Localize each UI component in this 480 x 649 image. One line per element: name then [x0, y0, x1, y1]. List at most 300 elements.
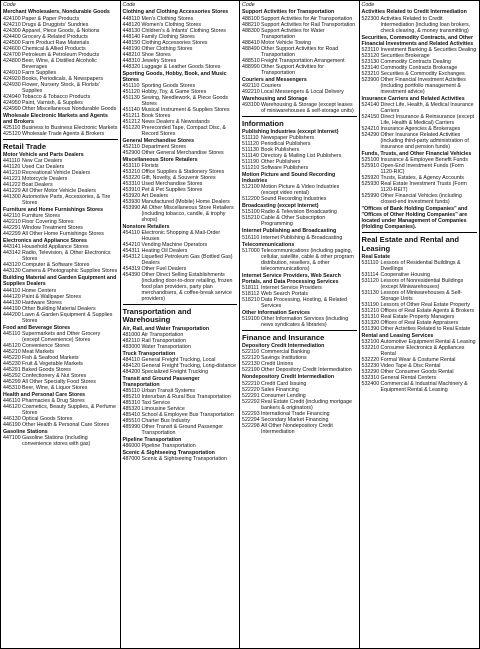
code-row — [123, 424, 238, 436]
industry-description: Women's Clothing Stores — [141, 21, 201, 28]
naics-code: 448190 — [122, 45, 141, 52]
industry-description: Insurance & Employee Benefit Funds — [380, 156, 468, 163]
naics-code: 511210 — [242, 165, 260, 172]
code-row — [123, 456, 238, 462]
naics-code: 424930 — [3, 81, 21, 88]
naics-code: 454319 — [122, 265, 141, 272]
subsection-heading: Wholesale Electronic Markets and Agents and Brokers — [3, 112, 108, 125]
industry-description: Cooperative Housing — [380, 272, 430, 279]
industry-description: Clothing Accessories Stores — [141, 39, 208, 46]
naics-code: 454312 — [122, 253, 141, 260]
industry-description: Sporting Goods Stores — [141, 82, 196, 89]
section — [123, 2, 238, 302]
naics-code: 531120 — [361, 278, 379, 285]
naics-code: 525100 — [361, 156, 380, 163]
industry-description: Sound Recording Industries — [261, 196, 327, 203]
industry-description: New Car Dealers — [22, 158, 63, 165]
subsection-heading: Nonstore Retailers — [122, 223, 170, 230]
industry-description: Other Miscellaneous Nondurable Goods — [22, 105, 117, 112]
subsection-heading: Transit and Ground Passenger Transportation — [122, 375, 200, 389]
naics-code: 485410 — [122, 412, 141, 419]
code-row — [123, 125, 238, 137]
column — [121, 1, 241, 648]
industry-description: Radio, Television, & Other Electronics Stores — [22, 250, 111, 263]
industry-description: Formal Wear & Costume Rental — [380, 357, 456, 364]
industry-description: Family Clothing Stores — [141, 33, 195, 40]
industry-description: Art Dealers — [141, 192, 168, 199]
naics-code: 424100 — [3, 15, 21, 22]
naics-code: 451120 — [122, 88, 140, 95]
naics-code: 522110 — [242, 349, 260, 356]
industry-description: Pipeline Transportation — [141, 443, 196, 450]
naics-code: 424500 — [3, 39, 21, 46]
subsection-heading: Publishing Industries (except Internet) — [242, 129, 339, 136]
code-row — [362, 163, 478, 175]
industry-description: Prerecorded Tape, Compact Disc, & Record Stores — [141, 124, 226, 137]
naics-code: 453990 — [122, 204, 141, 211]
industry-description: Luggage & Leather Goods Stores — [141, 63, 221, 70]
industry-description: Radio & Television Broadcasting — [261, 209, 337, 216]
naics-code: 453930 — [122, 198, 141, 205]
naics-code: 425110 — [3, 124, 21, 131]
code-row — [242, 399, 357, 411]
industry-description: Other Depository Credit Intermediation — [261, 367, 352, 374]
naics-code: 511190 — [242, 159, 259, 166]
industry-description: Telecommunications (including paging, cellular, satellite, cable & other program distribution, resellers, & other telecommunications) — [261, 247, 354, 272]
industry-description: Other Publishers — [261, 159, 301, 166]
naics-code: 488990 — [242, 63, 260, 70]
code-row — [362, 326, 478, 332]
code-row — [123, 95, 238, 107]
naics-code: 531210 — [361, 308, 380, 315]
code-row — [362, 77, 478, 95]
industry-description: Lawn & Garden Equipment & Supplies Stores — [22, 311, 113, 324]
subsection-heading: Truck Transportation — [122, 350, 176, 357]
naics-code: 531114 — [361, 272, 379, 279]
subsection-heading: Furniture and Home Furnishings Stores — [3, 207, 104, 214]
industry-description: Liquefied Petroleum Gas (Bottled Gas) Dealers — [141, 253, 233, 266]
industry-description: Fruit & Vegetable Markets — [22, 360, 83, 367]
naics-code: 445210 — [3, 348, 21, 355]
industry-description: Men's Clothing Stores — [141, 15, 194, 22]
code-row — [123, 64, 238, 70]
naics-code: 484200 — [122, 368, 141, 375]
industry-description: Drugs & Druggists' Sundries — [22, 21, 89, 28]
naics-code: 445220 — [3, 354, 21, 361]
code-row — [242, 423, 357, 435]
code-row — [362, 260, 478, 272]
column-header-label: Code — [361, 2, 375, 8]
industry-description: Window Treatment Stores — [22, 225, 83, 232]
naics-code: 532100 — [361, 339, 380, 346]
industry-description: General Rental Centers — [380, 375, 437, 382]
naics-code: 444190 — [3, 305, 21, 312]
industry-description: Investment Banking & Securities Dealing — [380, 46, 477, 53]
naics-code: 451110 — [122, 82, 140, 89]
naics-code: 443141 — [3, 244, 21, 251]
industry-description: Paint & Wallpaper Stores — [22, 293, 81, 300]
industry-description: All Other Home Furnishings Stores — [22, 231, 104, 238]
naics-code: 517000 — [242, 247, 260, 254]
industry-description: Local Messengers & Local Delivery — [261, 88, 344, 95]
industry-description: Confectionery & Nut Stores — [22, 372, 87, 379]
naics-code: 515100 — [242, 209, 260, 216]
industry-description: Other Insurance Related Activities (including third-party administration of insurance and pension funds) — [380, 131, 469, 150]
industry-description: Shoe Stores — [141, 51, 171, 58]
industry-description: Other Support Activities for Road Transportation — [261, 45, 339, 58]
industry-description: Paint, Varnish, & Supplies — [22, 99, 83, 106]
industry-description: News Dealers & Newsstands — [141, 118, 210, 125]
naics-code: 511140 — [242, 153, 259, 160]
naics-code: 518111 — [242, 284, 259, 291]
naics-code: 444200 — [3, 311, 21, 318]
subsection-heading: Air, Rail, and Water Transportation — [122, 325, 210, 332]
naics-code: 522130 — [242, 361, 260, 368]
industry-description: Direct Insurance & Reinsurance (except Life, Health & Medical) Carriers — [380, 113, 475, 126]
naics-code: 488490 — [242, 45, 260, 52]
subsection-heading: Support Activities for Transportation — [242, 9, 335, 16]
naics-code: 448210 — [122, 51, 141, 58]
industry-description: Automotive Parts, Accessories, & Tire Stores — [22, 194, 111, 207]
naics-code: 524210 — [361, 125, 380, 132]
industry-description: Commodity Contracts Brokerage — [380, 64, 458, 71]
naics-code: 445120 — [3, 342, 21, 349]
industry-description: Wholesale Trade Agents & Brokers — [22, 130, 105, 137]
industry-description: Data Processing, Hosting, & Related Services — [261, 296, 347, 309]
code-row — [3, 194, 118, 206]
code-row — [242, 367, 357, 373]
naics-code: 445110 — [3, 330, 21, 337]
naics-code: 443142 — [3, 250, 21, 257]
industry-description: Securities & Commodity Exchanges — [380, 70, 465, 77]
code-row — [3, 250, 118, 262]
industry-description: Other Financial Vehicles (including closed-end investment funds) — [380, 192, 462, 205]
section-title: Real Estate and Rental and Leasing — [361, 235, 459, 253]
code-row — [242, 64, 357, 76]
subsection-heading: Couriers and Messengers — [242, 76, 307, 83]
naics-code: 523130 — [361, 58, 380, 65]
code-row — [362, 102, 478, 114]
industry-description: Web Search Portals — [261, 290, 309, 297]
naics-code: 446190 — [3, 421, 21, 428]
industry-description: Trusts, Estates, & Agency Accounts — [380, 174, 464, 181]
naics-code: 424920 — [3, 75, 21, 82]
naics-code: 525990 — [361, 192, 380, 199]
industry-description: All Other Specialty Food Stores — [22, 378, 96, 385]
naics-code: 424600 — [3, 45, 21, 52]
code-row — [242, 46, 357, 58]
code-row — [3, 82, 118, 94]
naics-code: 531130 — [361, 290, 379, 297]
code-row — [242, 297, 357, 309]
industry-description: Children's & Infants' Clothing Stores — [141, 27, 226, 34]
subsection-heading: Miscellaneous Store Retailers — [122, 156, 198, 163]
industry-description: Credit Unions — [261, 361, 294, 368]
naics-code: 424700 — [3, 51, 21, 58]
subsection-heading: General Merchandise Stores — [122, 137, 195, 144]
industry-description: School & Employee Bus Transportation — [141, 412, 234, 419]
industry-description: All Other Miscellaneous Store Retailers (including tobacco, candle, & trophy shops) — [141, 204, 234, 223]
code-row — [3, 385, 118, 391]
naics-code: 454210 — [122, 241, 141, 248]
industry-description: Warehousing & Storage (except leases of miniwarehouses & self-storage units) — [261, 101, 354, 114]
industry-description: Book Publishers — [261, 147, 300, 154]
industry-description: Lessors of Miniwarehouses & Self-Storage Units — [380, 290, 463, 303]
code-row — [3, 331, 118, 343]
naics-code: 442299 — [3, 231, 21, 238]
industry-description: Other Transit & Ground Passenger Transportation — [141, 424, 224, 437]
naics-code: 451212 — [122, 118, 141, 125]
subsection-heading: Warehousing and Storage — [242, 95, 308, 102]
industry-description: Jewelry Stores — [141, 57, 177, 64]
subsection-heading: Motion Picture and Sound Recording Industries — [242, 172, 336, 185]
naics-code: 446110 — [3, 397, 21, 404]
industry-description: Furniture Stores — [22, 213, 60, 220]
naics-code: 482110 — [122, 337, 140, 344]
industry-description: Taxi Service — [141, 400, 171, 407]
code-row — [242, 316, 357, 328]
industry-description: All Other Nondepository Credit Intermediation — [261, 422, 333, 435]
industry-description: Internet Service Providers — [261, 284, 322, 291]
naics-code: 484120 — [122, 362, 141, 369]
industry-description: Savings Institutions — [261, 355, 307, 362]
column — [360, 1, 480, 648]
naics-code: 523120 — [361, 52, 380, 59]
industry-description: Hobby, Toy, & Game Stores — [141, 88, 207, 95]
industry-description: International Trade Financing — [261, 410, 330, 417]
industry-description: Real Estate Investment Trusts (Form 1120-REIT) — [380, 180, 467, 193]
industry-description: Commercial Banking — [261, 349, 310, 356]
naics-code: 522298 — [242, 422, 260, 429]
naics-code: 532220 — [361, 357, 380, 364]
section-title: Finance and Insurance — [242, 332, 325, 342]
naics-code: 486000 — [122, 443, 141, 450]
industry-description: Grocery & Related Products — [22, 33, 88, 40]
naics-code: 484110 — [122, 356, 140, 363]
naics-code: 453210 — [122, 168, 141, 175]
industry-description: Open-End Investment Funds (Form 1120-RIC) — [380, 162, 464, 175]
subsection-heading: Internet Publishing and Broadcasting — [242, 228, 337, 235]
industry-description: Optical Goods Stores — [22, 415, 73, 422]
naics-code: 524290 — [361, 131, 380, 138]
industry-description: Cable & Other Subscription Programming — [261, 215, 326, 228]
industry-description: Paper & Paper Products — [22, 15, 80, 22]
naics-code: 453310 — [122, 180, 141, 187]
code-row — [362, 345, 478, 357]
industry-description: Business to Business Electronic Markets — [22, 124, 118, 131]
industry-description: Credit Card Issuing — [261, 380, 307, 387]
industry-description: Household Appliance Stores — [22, 244, 89, 251]
naics-code: 511120 — [242, 141, 259, 148]
naics-code: 522293 — [242, 410, 260, 417]
subsection-heading: Motor Vehicle and Parts Dealers — [3, 152, 84, 159]
industry-description: Hardware Stores — [22, 299, 62, 306]
industry-description: Recreational Vehicle Dealers — [22, 170, 91, 177]
industry-description: Other Activities Related to Real Estate — [380, 326, 471, 333]
subsection-heading: Depository Credit Intermediation — [242, 343, 325, 350]
naics-code: 448120 — [122, 21, 141, 28]
code-row — [362, 16, 478, 34]
naics-code: 424400 — [3, 33, 21, 40]
industry-description: General Freight Trucking, Long-distance — [141, 362, 237, 369]
industry-description: Commercial & Industrial Machinery & Equipment Rental & Leasing — [380, 381, 468, 394]
naics-code: 531310 — [361, 314, 380, 321]
naics-code: 532230 — [361, 363, 380, 370]
naics-code: 451220 — [122, 124, 141, 131]
industry-description: Gift, Novelty, & Souvenir Stores — [141, 174, 216, 181]
naics-code: 445292 — [3, 372, 21, 379]
industry-description: Water Transportation — [141, 343, 191, 350]
code-row — [242, 215, 357, 227]
code-row — [242, 89, 357, 95]
subsection-heading: Sporting Goods, Hobby, Book, and Music Stores — [122, 70, 227, 83]
industry-description: Supermarkets and Other Grocery (except Convenience) Stores — [22, 330, 101, 343]
industry-description: Book Stores — [141, 112, 171, 119]
industry-description: Limousine Service — [141, 406, 185, 413]
naics-code: 532310 — [361, 375, 380, 382]
code-row — [3, 58, 118, 70]
subsection-heading: Activities Related to Credit Intermediation — [361, 9, 467, 16]
subsection-heading: Securities, Commodity Contracts, and Other Financial Investments and Related Activities — [361, 34, 474, 47]
industry-description: Boat Dealers — [22, 182, 53, 189]
industry-description: Electronic Shopping & Mail-Order Houses — [141, 229, 221, 242]
subsection-heading: Telecommunications — [242, 241, 295, 248]
column — [1, 1, 121, 648]
subsection-heading: Insurance Carriers and Related Activities — [361, 95, 465, 102]
code-row — [242, 235, 357, 241]
subsection-heading: Rental and Leasing Services — [361, 333, 434, 340]
naics-code: 448140 — [122, 33, 141, 40]
subsection-heading: Gasoline Stations — [3, 428, 48, 435]
naics-code: 522210 — [242, 380, 260, 387]
industry-description: Other Fuel Dealers — [141, 265, 187, 272]
naics-code: 448320 — [122, 63, 141, 70]
section — [362, 2, 478, 230]
industry-description: Support Activities for Rail Transportation — [261, 21, 356, 28]
naics-code: 492210 — [242, 88, 260, 95]
code-row — [242, 28, 357, 40]
naics-code: 515210 — [242, 215, 260, 222]
naics-code: 522120 — [242, 355, 260, 362]
naics-code: 524150 — [361, 113, 380, 120]
industry-description: Consumer Lending — [261, 392, 306, 399]
column-header-label: Code — [3, 2, 16, 8]
naics-code: 447100 — [3, 434, 21, 441]
naics-code: 485990 — [122, 424, 141, 431]
code-row — [242, 248, 357, 272]
naics-code: 453220 — [122, 174, 141, 181]
code-row — [242, 196, 357, 202]
subsection-heading: Electronics and Appliance Stores — [3, 238, 87, 245]
subsection-heading: Merchant Wholesalers, Nondurable Goods — [3, 9, 110, 16]
code-row — [362, 193, 478, 205]
industry-description: Video Tape & Disc Rental — [380, 363, 441, 370]
naics-code: 532400 — [361, 381, 380, 388]
code-row — [242, 165, 357, 171]
naics-code: 519100 — [242, 315, 260, 322]
naics-code: 444130 — [3, 299, 21, 306]
industry-description: Internet Publishing & Broadcasting — [261, 234, 343, 241]
industry-description: Newspaper Publishers — [261, 135, 314, 142]
subsection-heading: Building Material and Garden Equipment and Supplies Dealers — [3, 275, 117, 288]
code-row — [3, 404, 118, 416]
industry-description: Other Direct Selling Establishments (including door-to-door retailing, frozen food plan providers, party plan merchandisers, & coffee-break service providers) — [141, 271, 233, 302]
industry-description: Home Centers — [22, 287, 57, 294]
naics-code: 451140 — [122, 106, 140, 113]
industry-description: Activities Related to Credit Intermediation (including loan brokers, check clearing, & money transmitting) — [380, 15, 471, 34]
naics-code: 441229 — [3, 188, 21, 195]
industry-description: Used Car Dealers — [22, 164, 65, 171]
naics-code: 522190 — [242, 367, 260, 374]
industry-description: Air Transportation — [141, 331, 184, 338]
naics-code: 424990 — [3, 105, 21, 112]
industry-description: Other Clothing Stores — [141, 45, 193, 52]
industry-description: Office Supplies & Stationery Stores — [141, 168, 225, 175]
industry-description: Pharmacies & Drug Stores — [22, 397, 85, 404]
industry-description: Real Estate Credit (including mortgage bankers & originators) — [261, 398, 352, 411]
naics-code: 493100 — [242, 101, 260, 108]
industry-description: Meat Markets — [22, 348, 55, 355]
naics-code: 531320 — [361, 320, 380, 327]
naics-code: 441221 — [3, 176, 21, 183]
naics-code: 448130 — [122, 27, 141, 34]
industry-description: Other Information Services (including news syndicates & libraries) — [261, 315, 349, 328]
code-row — [362, 278, 478, 290]
code-row — [3, 268, 118, 274]
subsection-heading: Pipeline Transportation — [122, 437, 182, 444]
naics-code: 441300 — [3, 194, 21, 201]
section-title: Retail Trade — [3, 141, 47, 151]
subsection-heading: "Offices of Bank Holding Companies" and "Offices of Other Holding Companies" are located under Management of Companies (Holding Companies). — [361, 205, 468, 231]
naics-code: 516110 — [242, 234, 260, 241]
industry-description: Rail Transportation — [141, 337, 186, 344]
naics-code: 448150 — [122, 39, 141, 46]
naics-code: 454390 — [122, 271, 141, 278]
naics-code: 453110 — [122, 162, 140, 169]
industry-description: Vending Machine Operators — [141, 241, 208, 248]
subsection-heading: Real Estate — [361, 254, 391, 261]
industry-description: Tobacco & Tobacco Products — [22, 93, 91, 100]
naics-code: 525930 — [361, 180, 380, 187]
industry-description: Other Building Material Dealers — [22, 305, 96, 312]
subsection-heading: Funds, Trusts, and Other Financial Vehicles — [361, 150, 472, 157]
naics-code: 532290 — [361, 369, 380, 376]
industry-description: Petroleum & Petroleum Products — [22, 51, 100, 58]
naics-code: 524140 — [361, 101, 380, 108]
industry-description: Floor Covering Stores — [22, 219, 74, 226]
code-row — [3, 435, 118, 447]
industry-description: Periodical Publishers — [261, 141, 311, 148]
naics-code: 483000 — [122, 343, 141, 350]
code-row — [3, 231, 118, 237]
code-row — [123, 344, 238, 350]
code-row — [123, 230, 238, 242]
naics-code: 442110 — [3, 213, 21, 220]
industry-description: Department Stores — [141, 143, 186, 150]
industry-description: Sewing, Needlework, & Piece Goods Stores — [141, 94, 229, 107]
naics-code: 444120 — [3, 293, 21, 300]
subsection-heading: Internet Service Providers, Web Search Portals, and Data Processing Services — [242, 272, 341, 285]
industry-description: Specialized Freight Trucking — [141, 368, 209, 375]
naics-code: 485320 — [122, 406, 141, 413]
naics-code: 443120 — [3, 262, 21, 269]
naics-code: 452900 — [122, 149, 141, 156]
naics-code: 532210 — [361, 345, 380, 352]
naics-code: 488100 — [242, 15, 260, 22]
industry-description: Heating Oil Dealers — [141, 247, 188, 254]
code-row — [3, 312, 118, 324]
section-title: Transportation and Warehousing — [122, 306, 192, 325]
